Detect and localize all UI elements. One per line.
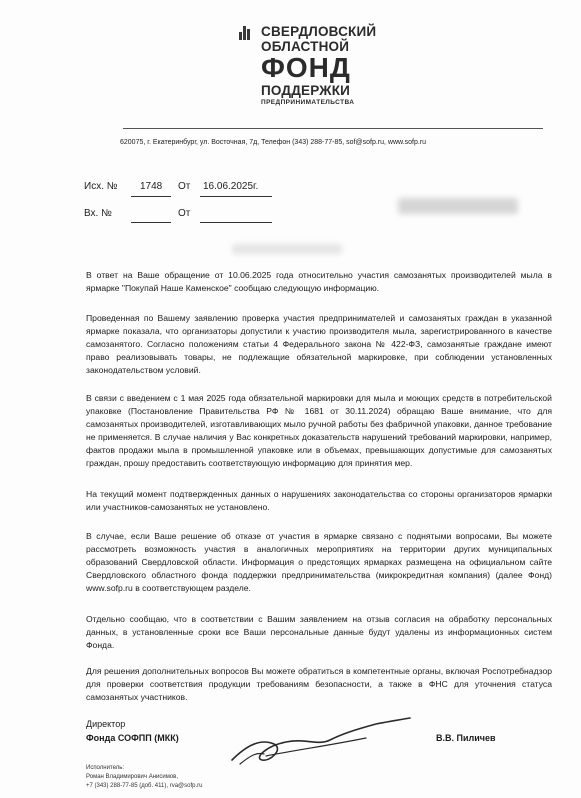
outgoing-date-label: От <box>178 181 191 192</box>
outgoing-date: 16.06.2025г. <box>203 181 259 192</box>
incoming-number-label: Вх. № <box>84 208 112 219</box>
body-paragraph-1: В ответ на Ваше обращение от 10.06.2025 года относительно участия самозанятых производителей мыла в ярмарке "Покупай Наше Каменское" сообщаю следующую информацию. <box>86 270 552 293</box>
body-paragraph-3: В связи с введением с 1 мая 2025 года обязательной маркировки для мыла и моющих средств в потребительской упаковке (Постановление Правительства РФ № 1681 от 30.11.2024) обращаю Ваше внимание, что для самозанятых производителей, изготавливающих мыло ручной работы без фабричной упаковки, данное требование не применяется. В случае наличия у Вас конкретных доказательств нарушений требований маркировки, например, фактов продажи мыла в промышленной упаковке или в объемах, превышающих допустимые для самозанятых граждан, прошу предоставить соответствующую информацию для принятия мер. <box>86 393 552 468</box>
outgoing-date-underline <box>200 196 272 197</box>
incoming-date-underline <box>200 222 272 223</box>
handwritten-signature <box>226 716 416 772</box>
body-paragraph-6: Отдельно сообщаю, что в соответствии с Вашим заявлением на отзыв согласия на обработку персональных данных, в установленные сроки все Ваши персональные данные будут удалены из информационных систем Фонда. <box>86 614 552 650</box>
header-divider <box>123 128 543 129</box>
incoming-number-underline <box>131 222 171 223</box>
logo-text-line-4: ПОДДЕРЖКИ <box>261 83 351 98</box>
outgoing-number-underline <box>131 196 171 197</box>
executor-contact: +7 (343) 288-77-85 (доб. 411), rva@sofp.ru <box>86 783 203 789</box>
outgoing-number-label: Исх. № <box>84 181 118 192</box>
body-paragraph-2: Проведенная по Вашему заявлению проверка участия предпринимателей и самозанятых граждан в указанной ярмарке показала, что организаторы допустили к участию производителя мыла, зарегистрированного в качестве самозанятого. Согласно положениям статьи 4 Федерального закона № 422-ФЗ, самозанятые граждане имеют право реализовывать товары, не подлежащие обязательной маркировке, при соблюдении установленных законодательством условий. <box>86 313 552 375</box>
logo-text-line-1: СВЕРДЛОВСКИЙ <box>261 24 377 39</box>
executor-name: Роман Владимирович Анисимов, <box>86 774 179 780</box>
signer-name: В.В. Пиличев <box>436 733 496 743</box>
fund-logo <box>237 24 377 120</box>
logo-mark-icon <box>237 26 255 56</box>
executor-label: Исполнитель: <box>86 765 125 771</box>
signer-position-line-2: Фонда СОФПП (МКК) <box>86 733 179 743</box>
incoming-date-label: От <box>178 208 191 219</box>
body-paragraph-7: Для решения дополнительных вопросов Вы можете обратиться в компетентные органы, включая Роспотребнадзор для проверки соответствия продукции требованиям безопасности, а также в ФНС для уточнения статуса самозанятых участников. <box>86 666 552 702</box>
body-paragraph-5: В случае, если Ваше решение об отказе от участия в ярмарке связано с поднятыми вопросами, Вы можете рассмотреть возможность участия в аналогичных мероприятиях на территории других муниципальных образований Свердловской области. Информация о предстоящих ярмарках размещена на официальном сайте Свердловского областного фонда поддержки предпринимательства (микрокредитная компания) (далее Фонд) www.sofp.ru в соответствующем разделе. <box>86 531 552 593</box>
header-address: 620075, г. Екатеринбург, ул. Восточная, 7д, Телефон (343) 288-77-85, sof@sofp.ru, www.sofp.ru <box>120 139 427 146</box>
logo-text-line-3: ФОНД <box>261 52 351 83</box>
outgoing-number: 1748 <box>140 181 163 192</box>
logo-text-line-2: ОБЛАСТНОЙ <box>261 39 350 54</box>
body-paragraph-4: На текущий момент подтвержденных данных о нарушениях законодательства со стороны организаторов ярмарки или участников-самозанятых не установлено. <box>86 489 552 512</box>
redacted-recipient <box>398 198 518 214</box>
redacted-salutation <box>232 244 342 254</box>
logo-text-line-5: ПРЕДПРИНИМАТЕЛЬСТВА <box>261 99 355 106</box>
signer-position-line-1: Директор <box>86 719 126 729</box>
